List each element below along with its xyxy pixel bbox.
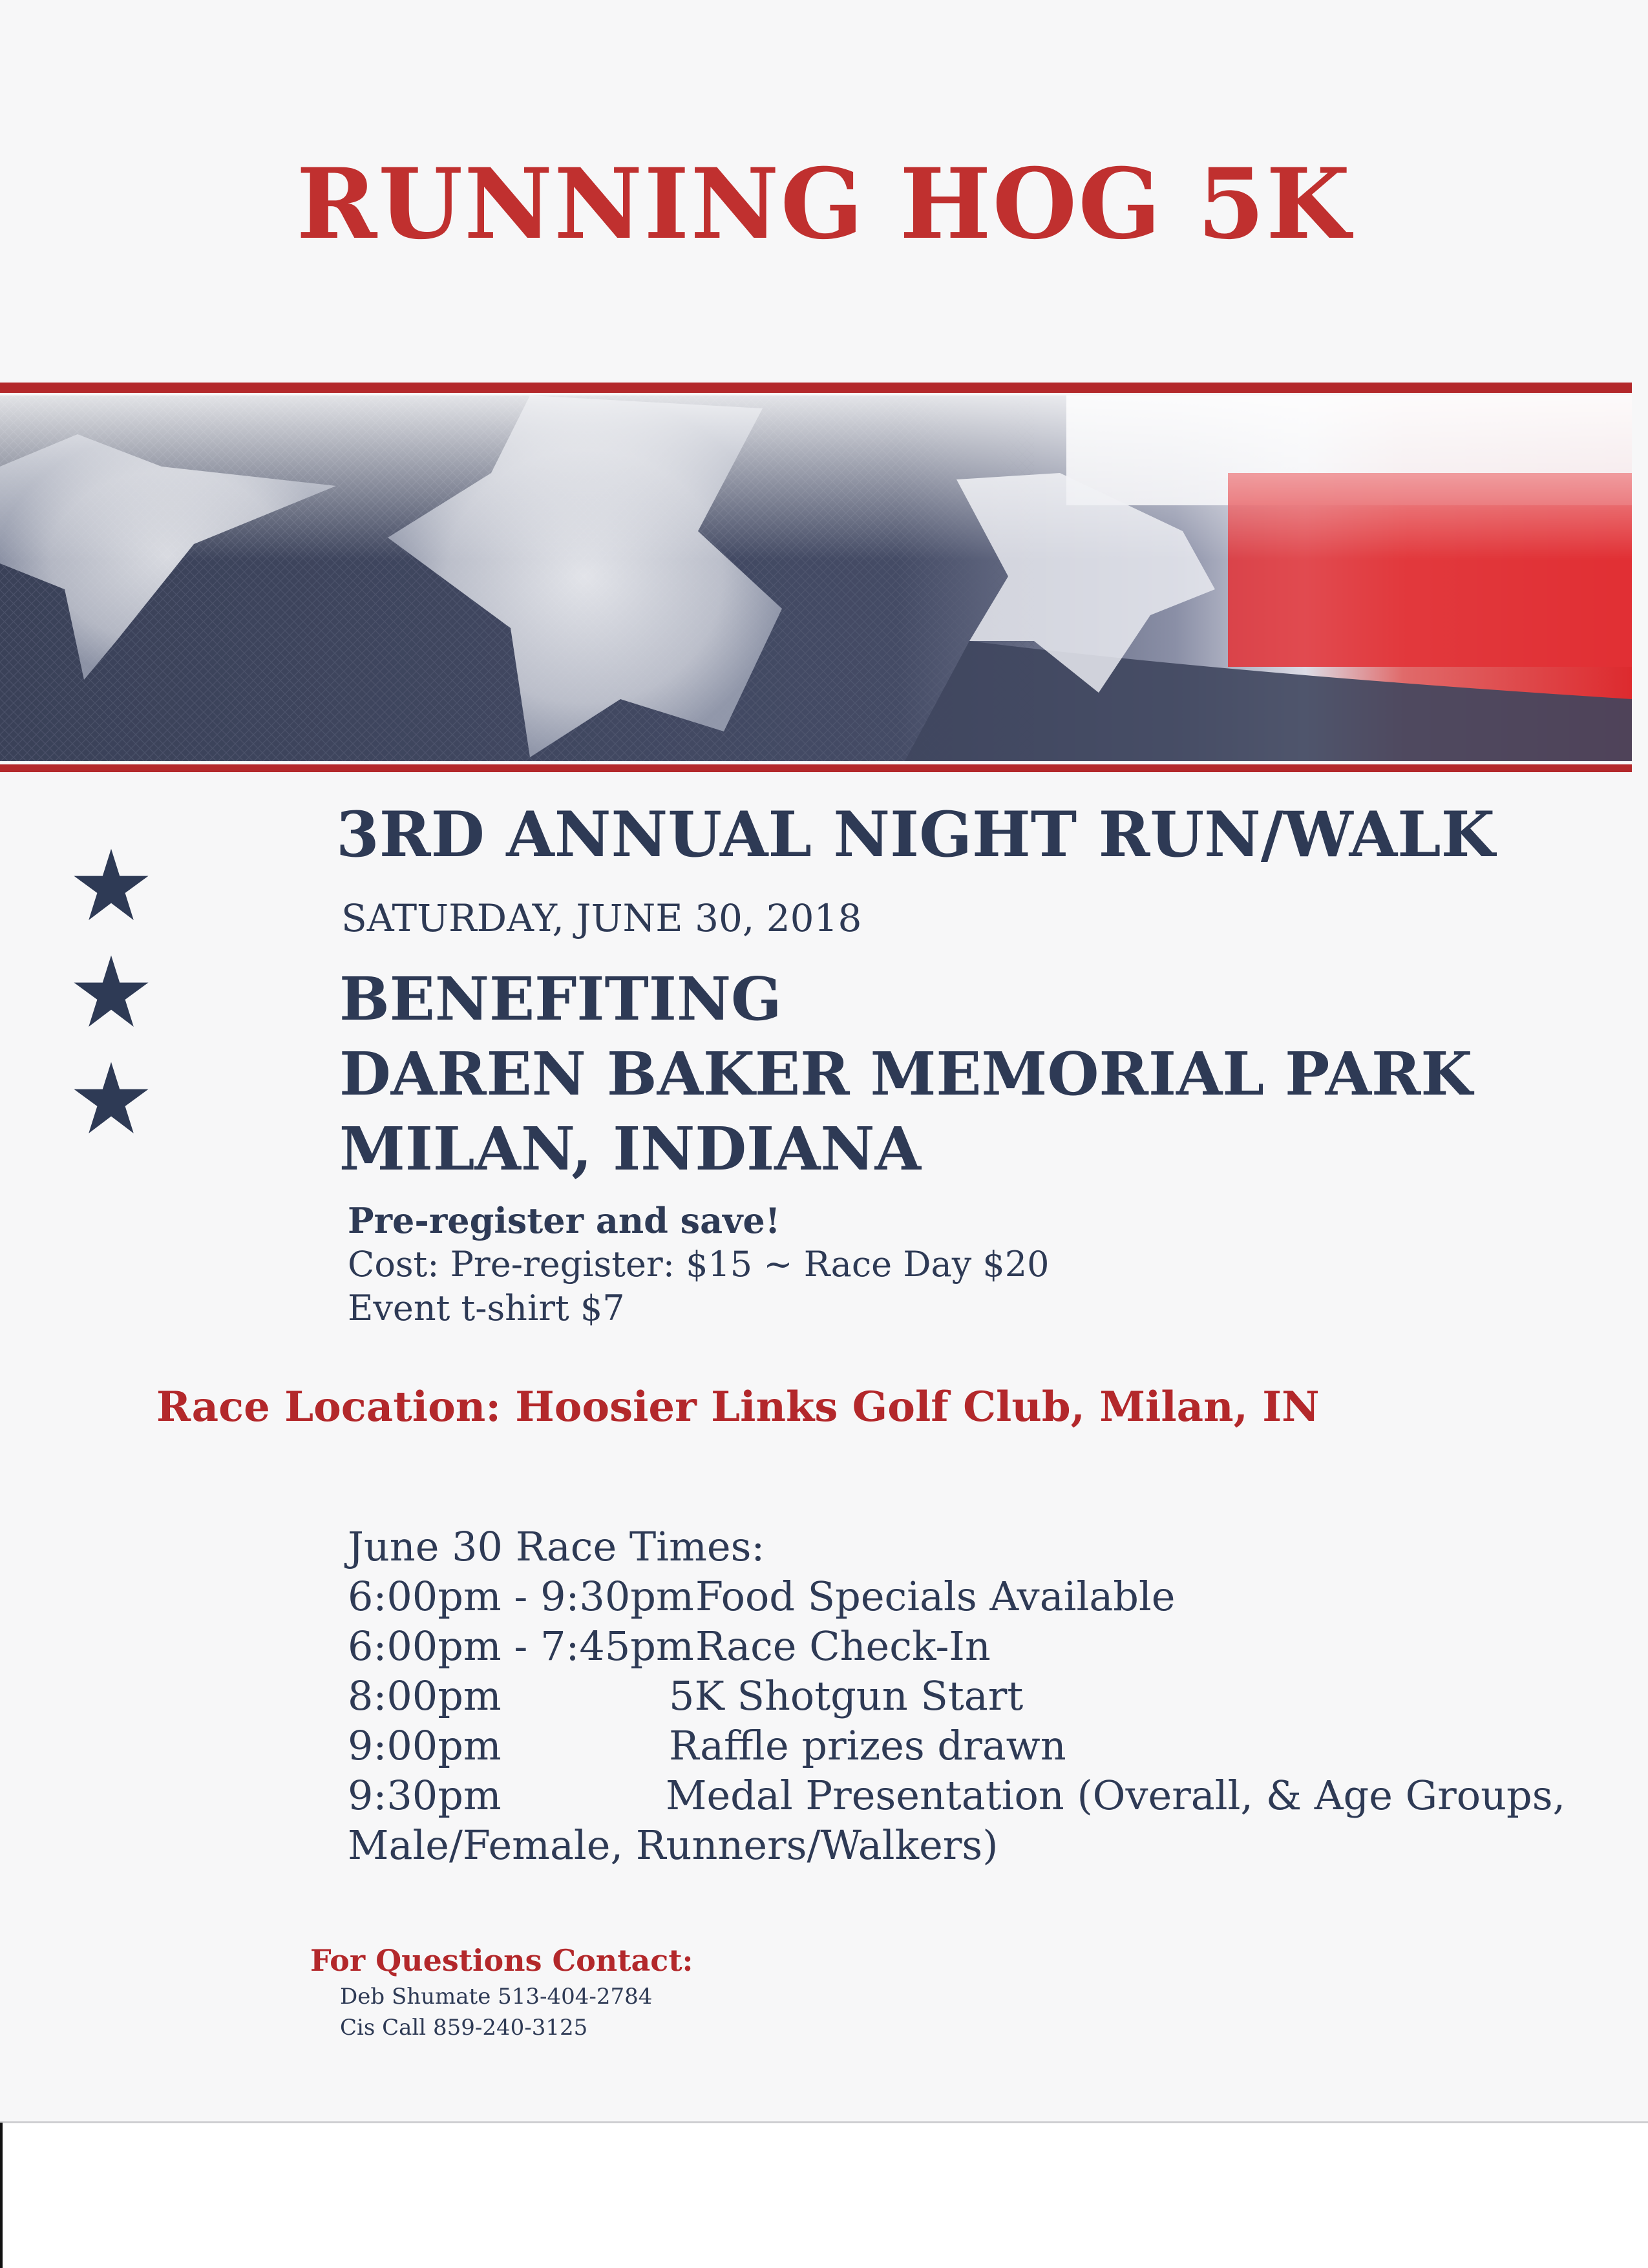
schedule-continuation: Male/Female, Runners/Walkers) [348, 1822, 998, 1869]
banner-bottom-rule [0, 764, 1632, 772]
flag-stars-banner [0, 395, 1632, 761]
schedule-time: 9:00pm [348, 1722, 502, 1769]
race-location: Race Location: Hoosier Links Golf Club, Milan, IN [156, 1383, 1320, 1431]
benefit-line: BENEFITING [339, 964, 782, 1034]
schedule-desc: Food Specials Available [695, 1573, 1176, 1620]
schedule-desc: 5K Shotgun Start [669, 1672, 1024, 1719]
event-subtitle: 3RD ANNUAL NIGHT RUN/WALK [336, 798, 1495, 871]
schedule-heading: June 30 Race Times: [348, 1523, 765, 1570]
benefit-block [339, 961, 1472, 1186]
schedule-desc: Medal Presentation (Overall, & Age Groups, [666, 1772, 1566, 1819]
contact-person: Deb Shumate 513-404-2784 [340, 1984, 653, 2010]
benefit-beneficiary: DAREN BAKER MEMORIAL PARK [339, 1039, 1473, 1109]
registration-cost: Cost: Pre-register: $15 ~ Race Day $20 [348, 1244, 1050, 1285]
schedule-desc: Raffle prizes drawn [669, 1722, 1066, 1769]
star-icon [72, 846, 150, 924]
scan-edge-left [0, 2123, 3, 2268]
banner-top-rule [0, 383, 1632, 393]
contact-person: Cis Call 859-240-3125 [340, 2015, 588, 2041]
schedule-time: 9:30pm [348, 1772, 502, 1819]
star-icon [72, 953, 150, 1031]
tshirt-price: Event t-shirt $7 [348, 1288, 625, 1328]
registration-headline: Pre-register and save! [348, 1200, 781, 1241]
registration-block [348, 1199, 1049, 1330]
star-icon [72, 1060, 150, 1137]
schedule-time: 6:00pm - 9:30pm [348, 1573, 694, 1620]
schedule-time: 6:00pm - 7:45pm [348, 1622, 694, 1670]
benefit-place: MILAN, INDIANA [339, 1114, 922, 1184]
schedule-desc: Race Check-In [695, 1622, 991, 1670]
schedule-time: 8:00pm [348, 1672, 502, 1719]
scan-edge [0, 2121, 1648, 2123]
event-title: RUNNING HOG 5K [296, 147, 1352, 261]
event-date: SATURDAY, JUNE 30, 2018 [341, 896, 862, 940]
contact-heading: For Questions Contact: [310, 1943, 693, 1978]
